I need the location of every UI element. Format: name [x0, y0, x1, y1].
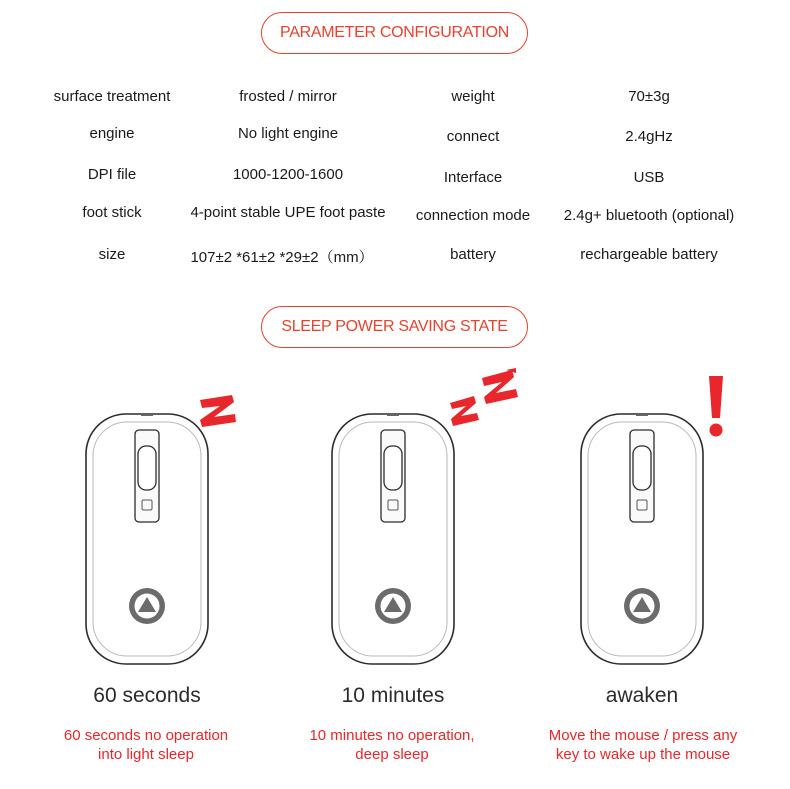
interface-label: Interface [443, 169, 503, 186]
brand-logo-icon [375, 588, 411, 624]
connection-mode-value: 2.4g+ bluetooth (optional) [563, 207, 735, 224]
state-note-60-seconds [64, 726, 228, 764]
surface-treatment-label: surface treatment [53, 88, 171, 105]
dpi-file-value: 1000-1200-1600 [232, 166, 344, 183]
size-label: size [98, 246, 126, 263]
exclamation-icon [704, 374, 728, 440]
engine-label: engine [89, 125, 135, 142]
engine-value: No light engine [237, 125, 339, 142]
brand-logo-icon [129, 588, 165, 624]
sleep-z-icon [196, 394, 238, 430]
state-note-awaken [549, 726, 737, 764]
state-note-line: key to wake up the mouse [555, 746, 731, 763]
parameter-configuration-header [261, 12, 528, 54]
state-title-60-seconds: 60 seconds [93, 684, 201, 707]
connection-mode-label: connection mode [415, 207, 531, 224]
foot-stick-value: 4-point stable UPE foot paste [190, 204, 386, 221]
connect-label: connect [446, 128, 500, 145]
sleep-power-saving-header [261, 306, 528, 348]
interface-value: USB [633, 169, 665, 186]
foot-stick-label: foot stick [82, 204, 142, 221]
sleep-zz-icon [446, 368, 522, 430]
weight-label: weight [451, 88, 495, 105]
state-note-line: deep sleep [355, 746, 429, 763]
sleep-power-saving-title: SLEEP POWER SAVING STATE [281, 318, 508, 335]
mouse-illustration-10-minutes [329, 410, 457, 668]
state-note-line: into light sleep [98, 746, 194, 763]
connect-value: 2.4gHz [625, 128, 673, 145]
weight-value: 70±3g [628, 88, 670, 105]
state-title-10-minutes: 10 minutes [341, 684, 445, 707]
state-note-line: 60 seconds no operation [63, 727, 229, 744]
mouse-illustration-60-seconds [83, 410, 211, 668]
dpi-file-label: DPI file [87, 166, 137, 183]
mouse-illustration-awaken [578, 410, 706, 668]
state-title-awaken: awaken [605, 684, 679, 707]
state-note-line: Move the mouse / press any [548, 727, 738, 744]
size-value: 107±2 *61±2 *29±2（mm） [190, 249, 374, 266]
parameter-configuration-title: PARAMETER CONFIGURATION [280, 24, 509, 41]
battery-value: rechargeable battery [580, 246, 718, 263]
state-note-10-minutes [309, 726, 474, 764]
brand-logo-icon [624, 588, 660, 624]
surface-treatment-value: frosted / mirror [239, 88, 337, 105]
state-note-line: 10 minutes no operation, [309, 727, 475, 744]
battery-label: battery [450, 246, 496, 263]
